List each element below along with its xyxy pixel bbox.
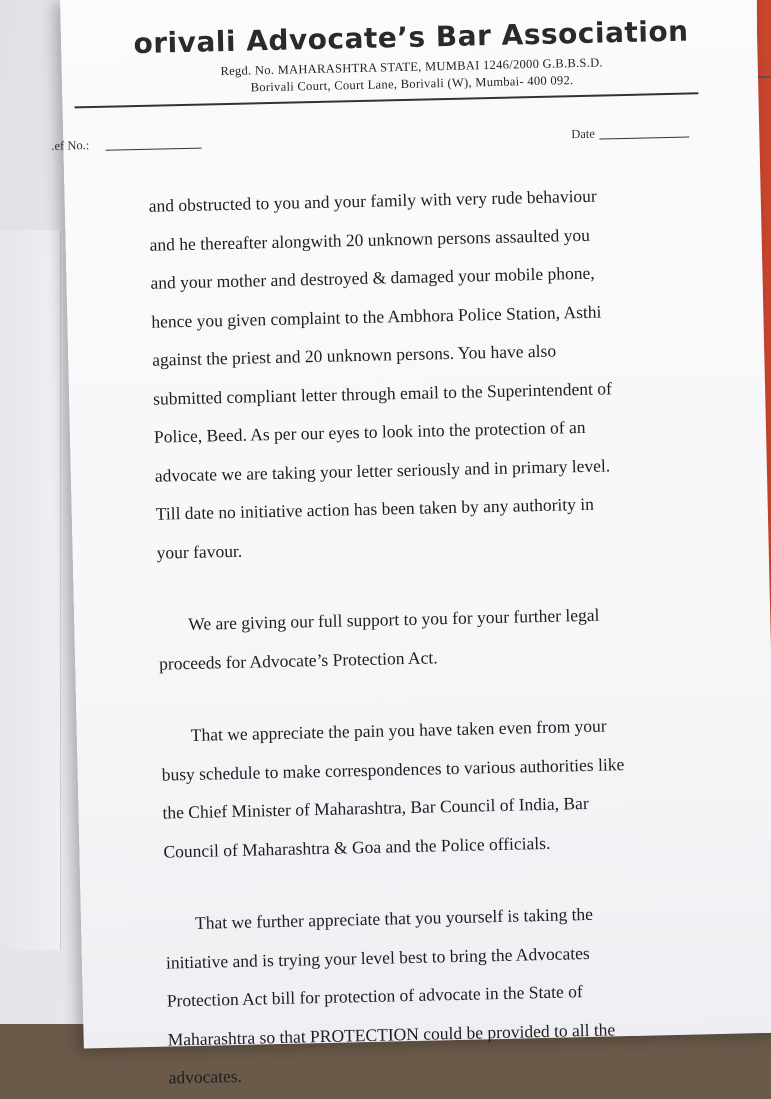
reference-row [51,124,711,153]
registration-line: Regd. No. MAHARASHTRA STATE, MUMBAI 1246/2000 G.B.B.S.D. [220,55,604,79]
text-line: Police, Beed. As per our eyes to look into the protection of an [153,416,586,447]
address-line: Borivali Court, Court Lane, Borivali (W), Mumbai- 400 092. [250,73,574,95]
text-line: busy schedule to make correspondences to various authorities like [161,753,625,785]
paragraph-1 [148,175,677,572]
association-name: orivali Advocate’s Bar Association [133,14,689,61]
text-line: and your mother and destroyed & damaged your mobile phone, [150,262,595,293]
paragraph-4 [165,893,689,1097]
text-line: and obstructed to you and your family with very rude behaviour [148,185,597,216]
date-blank-line [599,136,689,139]
text-line: initiative and is trying your level best to bring the Advocates [165,942,590,973]
text-line: We are giving our full support to you for your further legal [188,604,600,634]
text-line: and he thereafter alongwith 20 unknown persons assaulted you [149,224,591,255]
text-line: Protection Act bill for protection of advocate in the State of [166,981,583,1011]
date-label: Date [571,126,596,142]
paragraph-2 [158,594,680,683]
text-line: Till date no initiative action has been taken by any authority in [155,493,595,524]
reference-label: .ef No.: [51,138,90,153]
text-line: the Chief Minister of Maharashtra, Bar Council of India, Bar [162,792,589,823]
text-line: hence you given complaint to the Ambhora Police Station, Asthi [151,301,602,332]
text-line: Council of Maharashtra & Goa and the Police officials. [163,832,551,862]
text-line: advocates. [168,1065,243,1088]
text-line: your favour. [156,540,243,563]
text-line: submitted compliant letter through email to the Superintendent of [152,377,613,409]
background-sheet-edge [0,230,61,950]
letter-body [148,175,689,1097]
text-line: That we appreciate the pain you have taken even from your [190,715,607,745]
paragraph-3 [160,705,683,871]
text-line: proceeds for Advocate’s Protection Act. [158,646,438,674]
letter-sheet [51,0,771,1088]
reference-blank-line [105,148,201,151]
text-line: That we further appreciate that you yourself is taking the [194,903,594,933]
letterhead [91,14,732,100]
text-line: against the priest and 20 unknown persons. You have also [152,340,557,370]
text-line: advocate we are taking your letter seriously and in primary level. [154,454,611,486]
text-line: Maharashtra so that PROTECTION could be provided to all the [167,1018,616,1050]
